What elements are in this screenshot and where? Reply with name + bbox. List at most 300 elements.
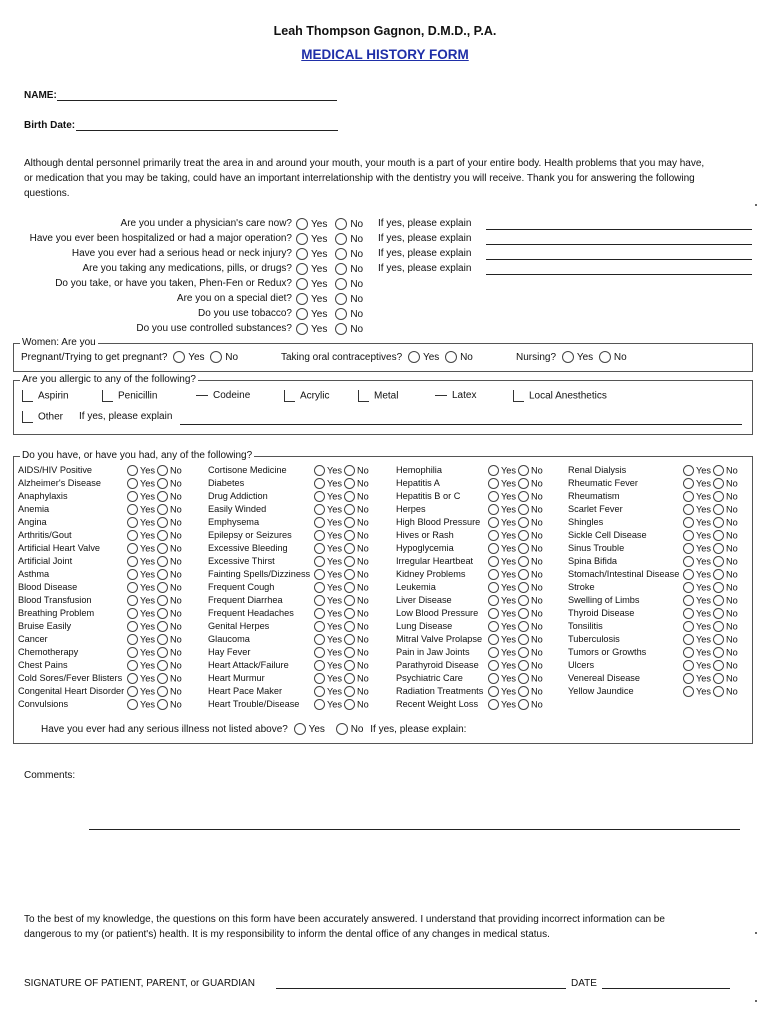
- question-3-no-radio[interactable]: [335, 248, 347, 260]
- condition-answers: [312, 621, 369, 633]
- condition-answers: [312, 582, 369, 594]
- question-8-no-radio[interactable]: [335, 323, 347, 335]
- condition-no-radio[interactable]: [157, 556, 168, 567]
- condition-label: Fainting Spells/Dizziness: [208, 569, 311, 579]
- yes-label: Yes: [501, 660, 516, 671]
- no-label: No: [170, 582, 182, 593]
- yes-label: Yes: [696, 647, 711, 658]
- condition-label: Heart Pace Maker: [208, 686, 283, 696]
- condition-no-radio[interactable]: [518, 530, 529, 541]
- condition-answers: [681, 556, 738, 568]
- condition-yes-radio[interactable]: [683, 595, 694, 606]
- condition-yes-radio[interactable]: [488, 673, 499, 684]
- condition-yes-radio[interactable]: [314, 543, 325, 554]
- condition-no-radio[interactable]: [157, 660, 168, 671]
- question-4-yes-radio[interactable]: [296, 263, 308, 275]
- condition-answers: [312, 673, 369, 685]
- yes-label: Yes: [140, 491, 155, 502]
- condition-yes-radio[interactable]: [127, 673, 138, 684]
- condition-yes-radio[interactable]: [488, 621, 499, 632]
- condition-no-radio[interactable]: [518, 699, 529, 710]
- condition-no-radio[interactable]: [157, 504, 168, 515]
- allergy-other[interactable]: [22, 411, 63, 423]
- pregnant-yes-radio[interactable]: [173, 351, 185, 363]
- condition-label: Frequent Diarrhea: [208, 595, 283, 605]
- acrylic-checkbox[interactable]: [284, 390, 295, 402]
- condition-answers: [125, 582, 182, 594]
- condition-yes-radio[interactable]: [683, 621, 694, 632]
- question-1-no-radio[interactable]: [335, 218, 347, 230]
- condition-no-radio[interactable]: [518, 582, 529, 593]
- condition-answers: [125, 504, 182, 516]
- allergies-legend: Are you allergic to any of the following?: [22, 374, 196, 385]
- contraceptives-yes-radio[interactable]: [408, 351, 420, 363]
- condition-yes-radio[interactable]: [683, 634, 694, 645]
- condition-yes-radio[interactable]: [314, 478, 325, 489]
- local-anesthetics-checkbox[interactable]: [513, 390, 524, 402]
- condition-yes-radio[interactable]: [127, 504, 138, 515]
- question-3-explain-label: If yes, please explain: [378, 248, 472, 259]
- condition-yes-radio[interactable]: [314, 647, 325, 658]
- nursing-yes-radio[interactable]: [562, 351, 574, 363]
- form-title: [0, 47, 770, 62]
- question-3-answers: [293, 248, 363, 261]
- condition-no-radio[interactable]: [344, 530, 355, 541]
- condition-no-radio[interactable]: [518, 504, 529, 515]
- condition-no-radio[interactable]: [713, 543, 724, 554]
- question-7-no-radio[interactable]: [335, 308, 347, 320]
- explain-line-4[interactable]: [486, 274, 752, 275]
- yes-label: Yes: [501, 530, 516, 541]
- question-3-yes-radio[interactable]: [296, 248, 308, 260]
- condition-no-radio[interactable]: [344, 478, 355, 489]
- condition-yes-radio[interactable]: [127, 647, 138, 658]
- condition-yes-radio[interactable]: [683, 608, 694, 619]
- other-label: Other: [38, 411, 64, 423]
- yes-label: Yes: [327, 517, 342, 528]
- condition-no-radio[interactable]: [713, 660, 724, 671]
- condition-answers: [312, 660, 369, 672]
- condition-label: Leukemia: [396, 582, 436, 592]
- condition-no-radio[interactable]: [518, 647, 529, 658]
- no-label: No: [357, 673, 369, 684]
- condition-no-radio[interactable]: [518, 478, 529, 489]
- condition-label: Artificial Joint: [18, 556, 73, 566]
- intro-paragraph: Although dental personnel primarily treat the area in and around your mouth, your mouth is a part of your entire body. Health problems that you may have, or medication that you may be taking, could have an important interrelationship with the dentistry you will receive. Thank you for answering the following questions.: [24, 158, 705, 199]
- condition-no-radio[interactable]: [344, 673, 355, 684]
- condition-yes-radio[interactable]: [127, 465, 138, 476]
- yes-label: Yes: [311, 249, 328, 261]
- condition-no-radio[interactable]: [157, 673, 168, 684]
- question-2: Have you ever been hospitalized or had a major operation?: [29, 233, 292, 244]
- condition-no-radio[interactable]: [713, 673, 724, 684]
- condition-label: Drug Addiction: [208, 491, 268, 501]
- allergy-metal[interactable]: [358, 390, 398, 402]
- scan-mark: [755, 204, 757, 206]
- condition-no-radio[interactable]: [157, 582, 168, 593]
- condition-yes-radio[interactable]: [683, 582, 694, 593]
- condition-yes-radio[interactable]: [488, 543, 499, 554]
- condition-yes-radio[interactable]: [683, 660, 694, 671]
- yes-label: Yes: [696, 608, 711, 619]
- condition-no-radio[interactable]: [713, 621, 724, 632]
- allergy-latex[interactable]: [435, 390, 476, 401]
- signature-line[interactable]: [276, 988, 566, 989]
- condition-yes-radio[interactable]: [488, 569, 499, 580]
- condition-no-radio[interactable]: [157, 530, 168, 541]
- condition-no-radio[interactable]: [157, 634, 168, 645]
- condition-no-radio[interactable]: [713, 686, 724, 697]
- condition-no-radio[interactable]: [344, 686, 355, 697]
- condition-yes-radio[interactable]: [683, 517, 694, 528]
- condition-yes-radio[interactable]: [127, 582, 138, 593]
- condition-yes-radio[interactable]: [314, 582, 325, 593]
- question-2-explain-label: If yes, please explain: [378, 233, 472, 244]
- no-label: No: [357, 543, 369, 554]
- condition-yes-radio[interactable]: [314, 686, 325, 697]
- condition-yes-radio[interactable]: [127, 699, 138, 710]
- condition-yes-radio[interactable]: [488, 699, 499, 710]
- name-field[interactable]: [57, 100, 337, 101]
- explain-line-2[interactable]: [486, 244, 752, 245]
- condition-no-radio[interactable]: [713, 465, 724, 476]
- condition-no-radio[interactable]: [518, 621, 529, 632]
- no-label: No: [531, 660, 543, 671]
- yes-label: Yes: [188, 352, 205, 364]
- condition-yes-radio[interactable]: [488, 530, 499, 541]
- condition-no-radio[interactable]: [713, 517, 724, 528]
- condition-yes-radio[interactable]: [683, 491, 694, 502]
- condition-label: Liver Disease: [396, 595, 452, 605]
- condition-yes-radio[interactable]: [127, 543, 138, 554]
- contraceptives-no-radio[interactable]: [445, 351, 457, 363]
- condition-yes-radio[interactable]: [127, 530, 138, 541]
- condition-no-radio[interactable]: [157, 621, 168, 632]
- no-label: No: [170, 517, 182, 528]
- condition-yes-radio[interactable]: [314, 699, 325, 710]
- condition-yes-radio[interactable]: [683, 569, 694, 580]
- yes-label: Yes: [696, 543, 711, 554]
- condition-answers: [486, 478, 543, 490]
- allergy-acrylic[interactable]: [284, 390, 329, 402]
- condition-yes-radio[interactable]: [314, 556, 325, 567]
- no-label: No: [170, 621, 182, 632]
- condition-yes-radio[interactable]: [488, 608, 499, 619]
- condition-yes-radio[interactable]: [127, 686, 138, 697]
- condition-yes-radio[interactable]: [488, 465, 499, 476]
- question-5: Do you take, or have you taken, Phen-Fen or Redux?: [55, 278, 292, 289]
- question-5-no-radio[interactable]: [335, 278, 347, 290]
- no-label: No: [350, 234, 364, 246]
- comments-label: Comments:: [24, 770, 76, 781]
- condition-no-radio[interactable]: [713, 504, 724, 515]
- no-label: No: [531, 582, 543, 593]
- condition-label: Scarlet Fever: [568, 504, 623, 514]
- question-1-yes-radio[interactable]: [296, 218, 308, 230]
- condition-label: Frequent Headaches: [208, 608, 294, 618]
- condition-no-radio[interactable]: [713, 491, 724, 502]
- condition-yes-radio[interactable]: [127, 491, 138, 502]
- condition-label: Hypoglycemia: [396, 543, 454, 553]
- condition-answers: [125, 491, 182, 503]
- condition-no-radio[interactable]: [157, 686, 168, 697]
- question-7-yes-radio[interactable]: [296, 308, 308, 320]
- condition-no-radio[interactable]: [157, 647, 168, 658]
- allergy-codeine[interactable]: [196, 390, 250, 401]
- no-label: No: [726, 491, 738, 502]
- condition-no-radio[interactable]: [157, 595, 168, 606]
- birth-date-field[interactable]: [76, 130, 338, 131]
- condition-yes-radio[interactable]: [488, 686, 499, 697]
- yes-label: Yes: [140, 647, 155, 658]
- condition-no-radio[interactable]: [344, 465, 355, 476]
- condition-label: Cancer: [18, 634, 48, 644]
- condition-yes-radio[interactable]: [127, 478, 138, 489]
- condition-no-radio[interactable]: [344, 491, 355, 502]
- date-line[interactable]: [602, 988, 730, 989]
- condition-label: Blood Transfusion: [18, 595, 92, 605]
- condition-yes-radio[interactable]: [314, 569, 325, 580]
- condition-answers: [486, 517, 543, 529]
- no-label: No: [170, 673, 182, 684]
- condition-answers: [312, 686, 369, 698]
- condition-answers: [681, 517, 738, 529]
- condition-no-radio[interactable]: [157, 699, 168, 710]
- condition-yes-radio[interactable]: [488, 556, 499, 567]
- no-label: No: [350, 279, 364, 291]
- condition-label: Cortisone Medicine: [208, 465, 287, 475]
- condition-label: Lung Disease: [396, 621, 453, 631]
- codeine-checkbox[interactable]: [196, 395, 208, 396]
- condition-no-radio[interactable]: [518, 686, 529, 697]
- condition-no-radio[interactable]: [518, 660, 529, 671]
- pregnant-no-radio[interactable]: [210, 351, 222, 363]
- yes-label: Yes: [311, 264, 328, 276]
- condition-yes-radio[interactable]: [683, 465, 694, 476]
- yes-label: Yes: [327, 491, 342, 502]
- no-label: No: [531, 491, 543, 502]
- condition-no-radio[interactable]: [713, 634, 724, 645]
- condition-yes-radio[interactable]: [314, 634, 325, 645]
- condition-no-radio[interactable]: [518, 556, 529, 567]
- condition-yes-radio[interactable]: [314, 621, 325, 632]
- other-checkbox[interactable]: [22, 411, 33, 423]
- condition-yes-radio[interactable]: [127, 595, 138, 606]
- condition-yes-radio[interactable]: [488, 491, 499, 502]
- condition-yes-radio[interactable]: [314, 465, 325, 476]
- condition-no-radio[interactable]: [157, 491, 168, 502]
- condition-no-radio[interactable]: [157, 517, 168, 528]
- serious-yes-radio[interactable]: [294, 723, 306, 735]
- question-5-yes-radio[interactable]: [296, 278, 308, 290]
- no-label: No: [170, 543, 182, 554]
- question-2-no-radio[interactable]: [335, 233, 347, 245]
- condition-no-radio[interactable]: [344, 660, 355, 671]
- condition-yes-radio[interactable]: [127, 517, 138, 528]
- condition-yes-radio[interactable]: [488, 647, 499, 658]
- comments-line[interactable]: [89, 829, 740, 830]
- condition-no-radio[interactable]: [518, 517, 529, 528]
- condition-no-radio[interactable]: [713, 608, 724, 619]
- condition-yes-radio[interactable]: [488, 660, 499, 671]
- condition-answers: [486, 647, 543, 659]
- condition-no-radio[interactable]: [344, 608, 355, 619]
- condition-yes-radio[interactable]: [314, 595, 325, 606]
- yes-label: Yes: [696, 517, 711, 528]
- condition-yes-radio[interactable]: [488, 634, 499, 645]
- no-label: No: [170, 530, 182, 541]
- condition-no-radio[interactable]: [344, 582, 355, 593]
- no-label: No: [357, 608, 369, 619]
- condition-no-radio[interactable]: [713, 582, 724, 593]
- no-label: No: [350, 219, 364, 231]
- condition-yes-radio[interactable]: [683, 556, 694, 567]
- condition-no-radio[interactable]: [344, 634, 355, 645]
- condition-yes-radio[interactable]: [683, 504, 694, 515]
- condition-no-radio[interactable]: [344, 647, 355, 658]
- condition-yes-radio[interactable]: [314, 673, 325, 684]
- condition-no-radio[interactable]: [157, 465, 168, 476]
- condition-yes-radio[interactable]: [127, 556, 138, 567]
- no-label: No: [357, 595, 369, 606]
- condition-yes-radio[interactable]: [488, 595, 499, 606]
- condition-yes-radio[interactable]: [314, 530, 325, 541]
- no-label: No: [531, 517, 543, 528]
- condition-no-radio[interactable]: [713, 556, 724, 567]
- condition-yes-radio[interactable]: [488, 517, 499, 528]
- yes-label: Yes: [140, 608, 155, 619]
- condition-yes-radio[interactable]: [314, 517, 325, 528]
- no-label: No: [357, 478, 369, 489]
- condition-yes-radio[interactable]: [127, 621, 138, 632]
- condition-answers: [125, 595, 182, 607]
- question-2-yes-radio[interactable]: [296, 233, 308, 245]
- condition-yes-radio[interactable]: [488, 478, 499, 489]
- condition-answers: [486, 569, 543, 581]
- condition-no-radio[interactable]: [518, 465, 529, 476]
- condition-no-radio[interactable]: [157, 608, 168, 619]
- condition-no-radio[interactable]: [713, 647, 724, 658]
- yes-label: Yes: [140, 569, 155, 580]
- condition-no-radio[interactable]: [344, 556, 355, 567]
- no-label: No: [170, 595, 182, 606]
- latex-checkbox[interactable]: [435, 395, 447, 396]
- scan-mark: [755, 932, 757, 934]
- condition-label: Hives or Rash: [396, 530, 454, 540]
- condition-label: Hepatitis B or C: [396, 491, 461, 501]
- yes-label: Yes: [501, 543, 516, 554]
- no-label: No: [726, 517, 738, 528]
- no-label: No: [460, 352, 473, 364]
- no-label: No: [170, 465, 182, 476]
- condition-no-radio[interactable]: [344, 595, 355, 606]
- condition-no-radio[interactable]: [518, 491, 529, 502]
- condition-no-radio[interactable]: [157, 543, 168, 554]
- condition-label: Cold Sores/Fever Blisters: [18, 673, 123, 683]
- condition-yes-radio[interactable]: [314, 660, 325, 671]
- condition-yes-radio[interactable]: [314, 608, 325, 619]
- penicillin-checkbox[interactable]: [102, 390, 113, 402]
- condition-no-radio[interactable]: [344, 621, 355, 632]
- condition-no-radio[interactable]: [344, 543, 355, 554]
- condition-no-radio[interactable]: [518, 634, 529, 645]
- question-6-yes-radio[interactable]: [296, 293, 308, 305]
- condition-label: Heart Murmur: [208, 673, 265, 683]
- question-8-yes-radio[interactable]: [296, 323, 308, 335]
- explain-line-3[interactable]: [486, 259, 752, 260]
- condition-yes-radio[interactable]: [127, 608, 138, 619]
- nursing-no-radio[interactable]: [599, 351, 611, 363]
- condition-no-radio[interactable]: [157, 569, 168, 580]
- other-explain-line[interactable]: [180, 424, 742, 425]
- explain-line-1[interactable]: [486, 229, 752, 230]
- condition-yes-radio[interactable]: [683, 478, 694, 489]
- serious-explain-label: If yes, please explain:: [370, 724, 467, 736]
- allergy-local-anesthetics[interactable]: [513, 390, 607, 402]
- condition-yes-radio[interactable]: [683, 673, 694, 684]
- aspirin-checkbox[interactable]: [22, 390, 33, 402]
- yes-label: Yes: [501, 595, 516, 606]
- yes-label: Yes: [311, 324, 328, 336]
- yes-label: Yes: [422, 352, 440, 364]
- condition-no-radio[interactable]: [518, 673, 529, 684]
- condition-answers: [486, 465, 543, 477]
- condition-no-radio[interactable]: [518, 595, 529, 606]
- no-label: No: [531, 634, 543, 645]
- condition-yes-radio[interactable]: [683, 647, 694, 658]
- conditions-legend: Do you have, or have you had, any of the following?: [22, 450, 253, 461]
- condition-no-radio[interactable]: [344, 699, 355, 710]
- condition-no-radio[interactable]: [713, 595, 724, 606]
- condition-yes-radio[interactable]: [314, 504, 325, 515]
- condition-yes-radio[interactable]: [488, 582, 499, 593]
- serious-no-radio[interactable]: [336, 723, 348, 735]
- condition-yes-radio[interactable]: [488, 504, 499, 515]
- condition-no-radio[interactable]: [344, 517, 355, 528]
- condition-yes-radio[interactable]: [127, 660, 138, 671]
- condition-yes-radio[interactable]: [127, 634, 138, 645]
- condition-answers: [125, 569, 182, 581]
- metal-checkbox[interactable]: [358, 390, 369, 402]
- condition-yes-radio[interactable]: [683, 530, 694, 541]
- condition-answers: [681, 530, 738, 542]
- condition-no-radio[interactable]: [518, 608, 529, 619]
- condition-no-radio[interactable]: [713, 569, 724, 580]
- condition-no-radio[interactable]: [713, 530, 724, 541]
- allergy-penicillin[interactable]: [102, 390, 157, 402]
- condition-label: Spina Bifida: [568, 556, 618, 566]
- condition-no-radio[interactable]: [713, 478, 724, 489]
- condition-label: Thyroid Disease: [568, 608, 635, 618]
- condition-no-radio[interactable]: [518, 543, 529, 554]
- yes-label: Yes: [140, 699, 155, 710]
- condition-yes-radio[interactable]: [683, 543, 694, 554]
- no-label: No: [350, 324, 364, 336]
- question-6-no-radio[interactable]: [335, 293, 347, 305]
- condition-no-radio[interactable]: [518, 569, 529, 580]
- no-label: No: [726, 608, 738, 619]
- condition-no-radio[interactable]: [344, 504, 355, 515]
- condition-yes-radio[interactable]: [683, 686, 694, 697]
- condition-no-radio[interactable]: [344, 569, 355, 580]
- yes-label: Yes: [696, 569, 711, 580]
- question-4-no-radio[interactable]: [335, 263, 347, 275]
- allergy-aspirin[interactable]: [22, 390, 69, 402]
- condition-yes-radio[interactable]: [314, 491, 325, 502]
- yes-label: Yes: [140, 582, 155, 593]
- condition-no-radio[interactable]: [157, 478, 168, 489]
- condition-yes-radio[interactable]: [127, 569, 138, 580]
